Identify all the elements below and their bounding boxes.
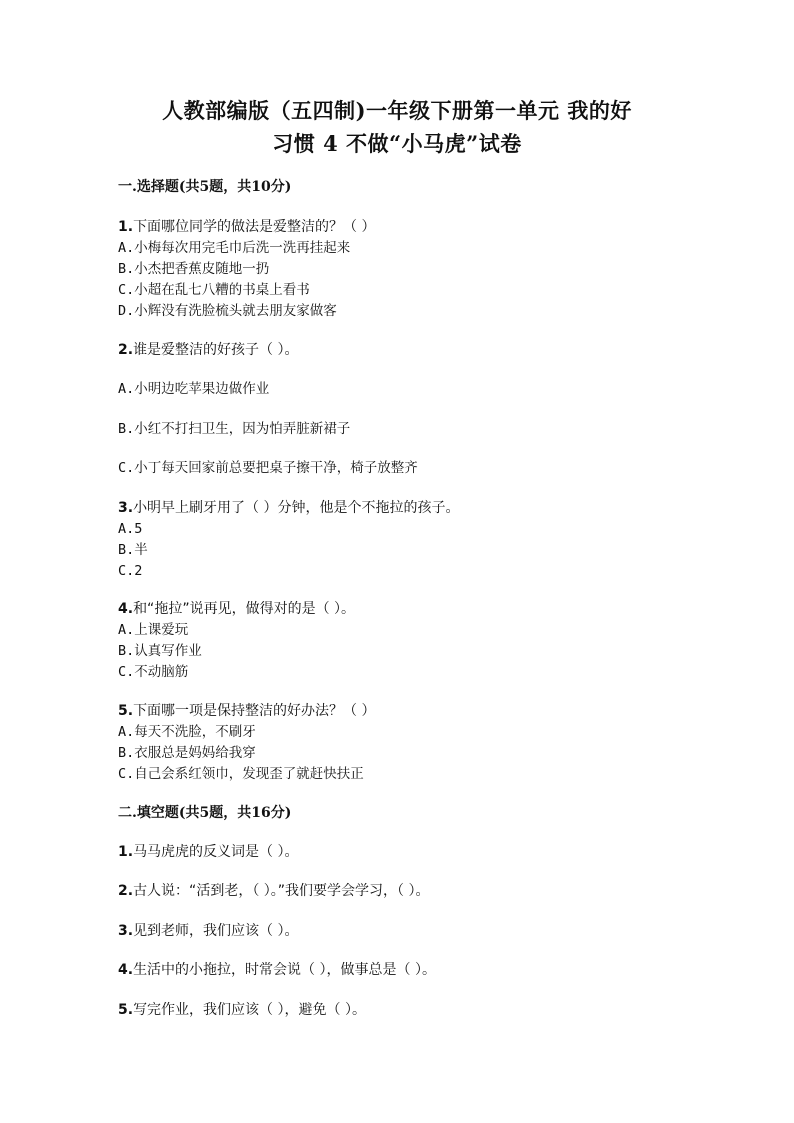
- question-text: 古人说：“活到老，（ ）。”我们要学会学习，（ ）。: [133, 883, 430, 899]
- question-number: 1.: [118, 844, 134, 860]
- answer-option: D.小辉没有洗脸梳头就去朋友家做客: [118, 303, 337, 319]
- page-title-line-1: 人教部编版（五四制)一年级下册第一单元 我的好: [162, 98, 632, 123]
- answer-option: A.每天不洗脸，不刷牙: [118, 724, 256, 740]
- question-stem: [118, 600, 355, 618]
- answer-option: C.2: [118, 563, 143, 579]
- question-text: 马马虎虎的反义词是（ ）。: [133, 844, 299, 860]
- question-number: 5.: [118, 703, 134, 719]
- section-heading-fill-blank: 二.填空题(共5题，共16分): [118, 805, 292, 821]
- answer-option: A.小梅每次用完毛巾后洗一洗再挂起来: [118, 240, 351, 256]
- question-text: 和“拖拉”说再见，做得对的是（ ）。: [133, 601, 356, 617]
- question-text: 下面哪一项是保持整洁的好办法？（ ）: [133, 703, 376, 719]
- question-stem: [118, 499, 460, 517]
- answer-option: B.衣服总是妈妈给我穿: [118, 745, 256, 761]
- answer-option: B.半: [118, 542, 148, 558]
- question-number: 3.: [118, 923, 134, 939]
- question-number: 1.: [118, 219, 134, 235]
- question-stem: [118, 341, 299, 359]
- answer-option: C.小丁每天回家前总要把桌子擦干净，椅子放整齐: [118, 460, 418, 476]
- answer-option: B.认真写作业: [118, 643, 202, 659]
- question-stem: [118, 702, 376, 720]
- question-text: 小明早上刷牙用了（ ）分钟，他是个不拖拉的孩子。: [133, 500, 460, 516]
- answer-option: C.小超在乱七八糟的书桌上看书: [118, 282, 310, 298]
- question-number: 2.: [118, 342, 134, 358]
- answer-option: A.上课爱玩: [118, 622, 189, 638]
- question-stem: [118, 1001, 366, 1019]
- question-number: 2.: [118, 883, 134, 899]
- question-number: 4.: [118, 962, 134, 978]
- answer-option: B.小红不打扫卫生，因为怕弄脏新裙子: [118, 421, 351, 437]
- question-stem: [118, 843, 299, 861]
- question-text: 生活中的小拖拉，时常会说（ ），做事总是（ ）。: [133, 962, 436, 978]
- question-stem: [118, 922, 299, 940]
- answer-option: C.自己会系红领巾，发现歪了就赶快扶正: [118, 766, 364, 782]
- page-title-line-2: 习惯 4 不做“小马虎”试卷: [272, 131, 522, 156]
- question-text: 见到老师，我们应该（ ）。: [133, 923, 299, 939]
- answer-option: A.5: [118, 521, 143, 537]
- question-text: 下面哪位同学的做法是爱整洁的？（ ）: [133, 219, 376, 235]
- question-number: 4.: [118, 601, 134, 617]
- question-text: 写完作业，我们应该（ ），避免（ ）。: [133, 1002, 366, 1018]
- question-number: 3.: [118, 500, 134, 516]
- question-stem: [118, 882, 429, 900]
- answer-option: A.小明边吃苹果边做作业: [118, 381, 270, 397]
- question-stem: [118, 218, 376, 236]
- question-number: 5.: [118, 1002, 134, 1018]
- answer-option: B.小杰把香蕉皮随地一扔: [118, 261, 270, 277]
- question-text: 谁是爱整洁的好孩子（ ）。: [133, 342, 299, 358]
- section-heading-choice: 一.选择题(共5题，共10分): [118, 179, 292, 195]
- answer-option: C.不动脑筋: [118, 664, 189, 680]
- question-stem: [118, 961, 436, 979]
